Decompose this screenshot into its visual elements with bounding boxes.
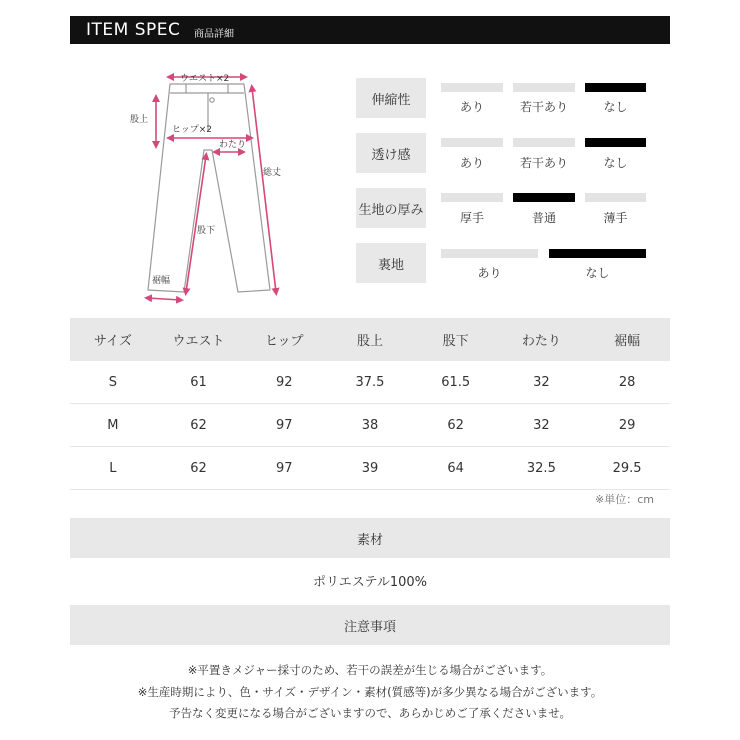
property-label: 透け感 [356,133,426,173]
column-header: 裾幅 [584,318,670,361]
column-header: サイズ [70,318,156,361]
scale-option: 普通 [531,211,556,225]
label-hip: ヒップ×2 [172,125,212,135]
material-value: ポリエステル100% [313,575,427,590]
note-line: ※平置きメジャー採寸のため、若干の誤差が生じる場合がございます。 [187,663,553,677]
label-inseam: 股下 [197,226,216,236]
notes-heading: 注意事項 [70,605,670,645]
scale-option: 薄手 [603,211,628,225]
scale-bar [513,138,575,147]
scale-option: あり [459,156,484,170]
table-cell: 32.5 [499,447,585,490]
table-row [70,447,670,490]
scale-bar [513,83,575,92]
table-cell: 39 [327,447,413,490]
table-cell: 32 [499,361,585,404]
label-thigh: わたり [219,140,247,150]
table-cell: 32 [499,404,585,447]
table-cell: 92 [241,361,327,404]
table-cell: 97 [241,447,327,490]
unit-note: ※単位：cm [595,493,654,506]
scale-bar [441,249,538,258]
column-header: 股下 [413,318,499,361]
item-spec-header [70,16,670,44]
scale-option: あり [477,266,502,280]
table-cell: 37.5 [327,361,413,404]
scale-option: 厚手 [459,211,484,225]
note-line: ※生産時期により、色・サイズ・デザイン・素材(質感等)が多少異なる場合がございます。 [137,684,603,699]
scale-bar [441,83,503,92]
column-header: ウエスト [156,318,242,361]
column-header: ヒップ [241,318,327,361]
scale-option: あり [459,100,484,114]
property-label: 伸縮性 [356,78,426,118]
size-table [70,318,670,490]
table-row [70,404,670,447]
table-cell: 29.5 [584,447,670,490]
table-cell: 62 [413,404,499,447]
label-hem: 裾幅 [152,276,171,286]
notes-text [70,660,670,725]
table-cell: 28 [584,361,670,404]
scale-bar-selected [585,138,646,147]
table-cell: 62 [156,404,242,447]
scale-option: なし [585,266,610,280]
scale-bar [441,193,503,202]
scale-option: 若干あり [519,156,568,170]
material-heading: 素材 [70,518,670,558]
table-cell: S [70,361,156,404]
table-cell: 64 [413,447,499,490]
scale-bar-selected [513,193,575,202]
table-cell: L [70,447,156,490]
table-cell: 38 [327,404,413,447]
label-rise: 股上 [130,115,149,125]
size-table-header [70,318,670,361]
scale-bar [585,193,646,202]
table-cell: 97 [241,404,327,447]
table-cell: 62 [156,447,242,490]
note-line: 予告なく変更になる場合がございますので、あらかじめご了承くださいませ。 [169,706,571,720]
header-subtitle: 商品詳細 [194,29,234,40]
table-cell: 61.5 [413,361,499,404]
column-header: 股上 [327,318,413,361]
scale-bar-selected [585,83,646,92]
scale-option: なし [603,156,628,170]
scale-option: 若干あり [519,100,568,114]
label-length: 総丈 [263,168,282,178]
pants-measurement-diagram [120,60,320,310]
table-cell: 61 [156,361,242,404]
table-row [70,361,670,404]
scale-option: なし [603,100,628,114]
property-label: 裏地 [356,243,426,283]
table-cell: M [70,404,156,447]
label-waist: ウエスト×2 [180,74,230,84]
table-cell: 29 [584,404,670,447]
column-header: わたり [499,318,585,361]
scale-bar [441,138,503,147]
pants-illustration [120,60,320,310]
header-title: ITEM SPEC [86,20,181,40]
property-label: 生地の厚み [356,188,426,228]
scale-bar-selected [549,249,646,258]
